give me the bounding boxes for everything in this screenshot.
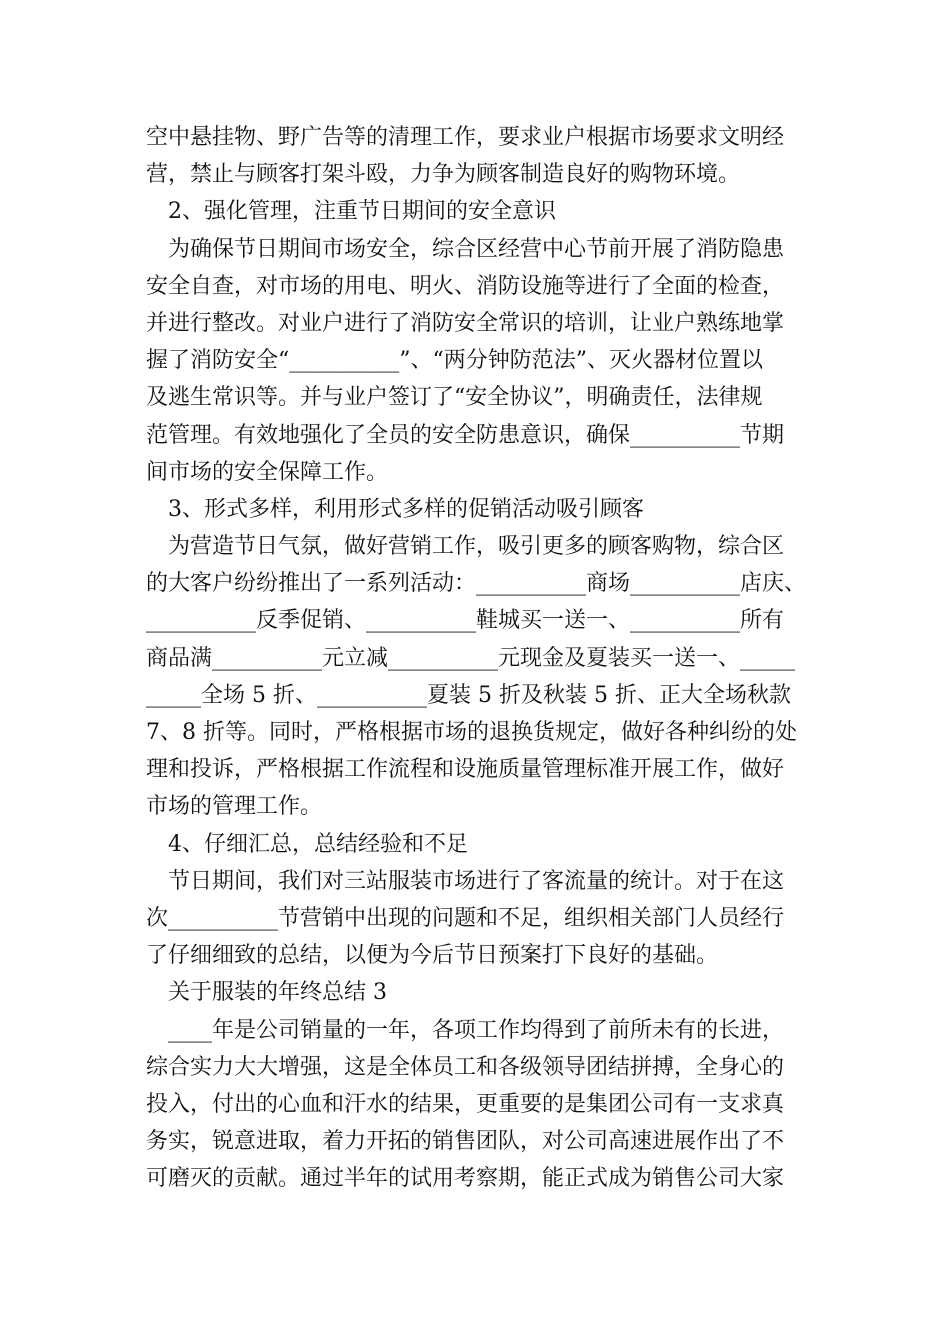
document-line: 3、形式多样，利用形式多样的促销活动吸引顾客 [168,496,644,522]
document-line: __________反季促销、__________鞋城买一送一、__________所有 [146,608,785,634]
document-line: 可磨灭的贡献。通过半年的试用考察期，能正式成为销售公司大家 [146,1166,785,1192]
document-line: 的大客户纷纷推出了一系列活动：__________商场__________店庆、 [146,571,807,597]
document-line: 范管理。有效地强化了全员的安全防患意识，确保__________节期 [146,422,785,448]
document-line: 了仔细细致的总结，以便为今后节日预案打下良好的基础。 [146,943,719,969]
document-line: 及逃生常识等。并与业户签订了“安全协议”，明确责任，法律规 [146,385,763,411]
document-line: 综合实力大大增强，这是全体员工和各级领导团结拼搏，全身心的 [146,1054,785,1080]
document-line: 并进行整改。对业户进行了消防安全常识的培训，让业户熟练地掌 [146,310,785,336]
document-line: 理和投诉，严格根据工作流程和设施质量管理标准开展工作，做好 [146,757,785,783]
document-line: 2、强化管理，注重节日期间的安全意识 [168,199,556,225]
document-line: 间市场的安全保障工作。 [146,459,389,485]
document-line: _____全场 5 折、__________夏装 5 折及秋装 5 折、正大全场秋款 [146,682,791,708]
document-line: 关于服装的年终总结 3 [168,980,387,1006]
document-line: 7、8 折等。同时，严格根据市场的退换货规定，做好各种纠纷的处 [146,720,797,745]
document-line: 安全自查，对市场的用电、明火、消防设施等进行了全面的检查， [146,273,785,299]
document-line: 商品满__________元立减__________元现金及夏装买一送一、_____ [146,645,796,671]
document-line: 次__________节营销中出现的问题和不足，组织相关部门人员经行 [146,905,785,931]
document-line: 营，禁止与顾客打架斗殴，力争为顾客制造良好的购物环境。 [146,162,741,188]
document-line: 为确保节日期间市场安全，综合区经营中心节前开展了消防隐患 [168,236,785,262]
document-line: 握了消防安全“__________”、“两分钟防范法”、灭火器材位置以 [146,348,763,374]
document-line: 为营造节日气氛，做好营销工作，吸引更多的顾客购物，综合区 [168,534,785,560]
document-line: 节日期间，我们对三站服装市场进行了客流量的统计。对于在这 [168,868,785,894]
document-line: 4、仔细汇总，总结经验和不足 [168,831,468,857]
document-line: 务实，锐意进取，着力开拓的销售团队，对公司高速进展作出了不 [146,1129,785,1155]
document-line: 投入，付出的心血和汗水的结果，更重要的是集团公司有一支求真 [146,1091,785,1117]
document-line: ____年是公司销量的一年，各项工作均得到了前所未有的长进， [168,1017,785,1043]
document-line: 市场的管理工作。 [146,794,323,820]
document-body [146,119,816,1197]
document-line: 空中悬挂物、野广告等的清理工作，要求业户根据市场要求文明经 [146,125,785,150]
